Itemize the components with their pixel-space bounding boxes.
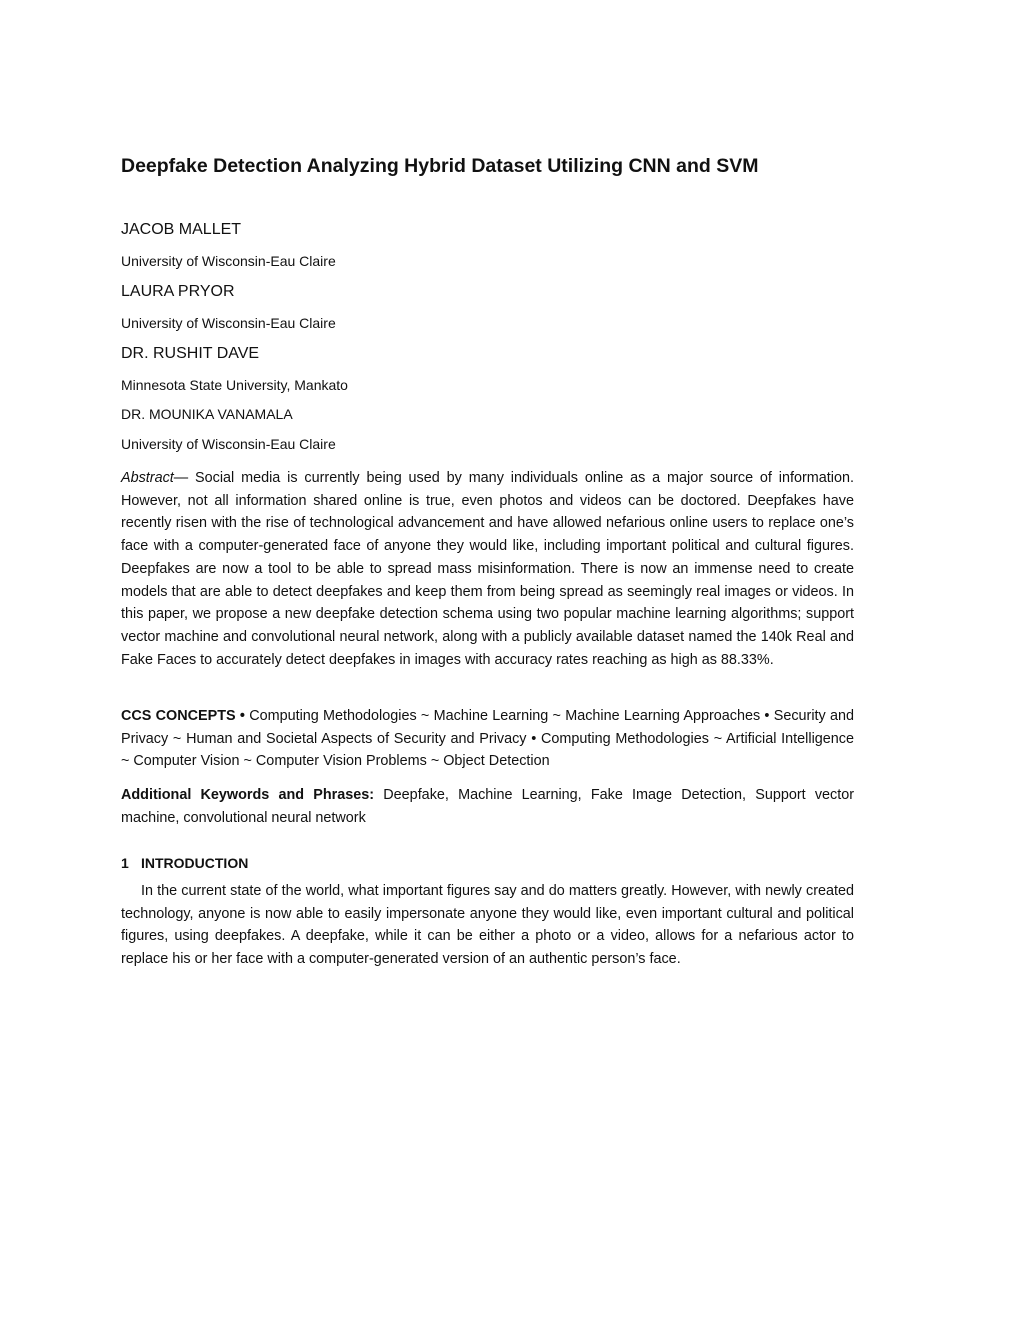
author-affiliation: University of Wisconsin-Eau Claire (121, 253, 336, 269)
author-affiliation: Minnesota State University, Mankato (121, 377, 348, 393)
keywords-text: Deepfake, Machine Learning, Fake Image Detection, Support vector machine, convolutional neural network (121, 787, 855, 826)
keywords (121, 784, 854, 829)
author-name: DR. MOUNIKA VANAMALA (121, 406, 293, 422)
section-title: INTRODUCTION (141, 855, 249, 871)
ccs-text: Computing Methodologies ~ Machine Learning ~ Machine Learning Approaches • Security and Privacy ~ Human and Societal Aspects of Security and Privacy • Computing Methodologies ~ Artificial Intelligence ~ Computer Vision ~ Computer Vision Problems ~ Object Detection (121, 708, 855, 770)
author-name: LAURA PRYOR (121, 283, 235, 300)
abstract-dash: — (173, 470, 189, 486)
abstract (121, 467, 854, 671)
section-heading (121, 853, 248, 873)
introduction-paragraph: In the current state of the world, what important figures say and do matters greatly. However, with newly created technology, anyone is now able to easily impersonate anyone they would like, even important cultural and political figures, using deepfakes. A deepfake, while it can be either a photo or a video, allows for a nefarious actor to replace his or her face with a computer-generated version of an authentic person’s face. (121, 883, 854, 968)
author-affiliation: University of Wisconsin-Eau Claire (121, 315, 336, 331)
section-number: 1 (121, 855, 129, 871)
author-name: JACOB MALLET (121, 221, 242, 238)
author-name: DR. RUSHIT DAVE (121, 345, 260, 362)
ccs-label: CCS CONCEPTS • (121, 708, 245, 724)
paper-title: Deepfake Detection Analyzing Hybrid Dataset Utilizing CNN and SVM (121, 155, 759, 177)
abstract-text: Social media is currently being used by many individuals online as a major source of information. However, not all information shared online is true, even photos and videos can be doctored. Deepfakes have recently risen with the rise of technological advancement and have allowed nefarious online users to replace one’s face with a computer-generated face of anyone they would like, including important political and cultural figures. Deepfakes are now a tool to be able to spread mass misinformation. There is now an immense need to create models that are able to detect deepfakes and keep them from being spread as seemingly real images or videos. In this paper, we propose a new deepfake detection schema using two popular machine learning algorithms; support vector machine and convolutional neural network, along with a publicly available dataset named the 140k Real and Fake Faces to accurately detect deepfakes in images with accuracy rates reaching as high as 88.33%. (121, 470, 854, 668)
abstract-label: Abstract (121, 470, 174, 486)
author-affiliation: University of Wisconsin-Eau Claire (121, 436, 336, 452)
ccs-concepts (121, 705, 854, 773)
keywords-label: Additional Keywords and Phrases: (121, 787, 375, 803)
